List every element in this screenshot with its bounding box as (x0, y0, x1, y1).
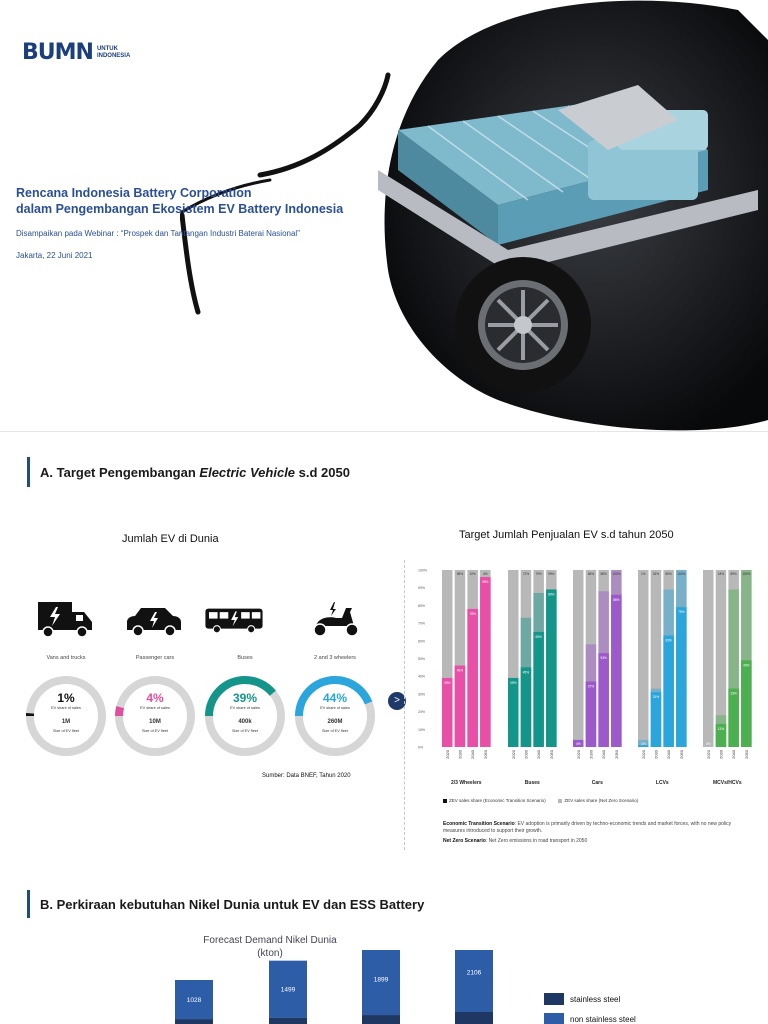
x-year-label: 2030 (653, 750, 659, 759)
ev-world-title: Jumlah EV di Dunia (122, 533, 219, 545)
next-arrow-icon: > (388, 692, 406, 710)
bar-value-label: 31% (652, 695, 660, 700)
legend-nzs-swatch (558, 799, 562, 803)
ev-fleet-caption: Size of EV fleet (53, 729, 79, 733)
bar-background (638, 570, 649, 747)
bar-value-label: 1% (640, 742, 646, 746)
bar-nonstainless-label: 1028 (186, 997, 202, 1005)
hero-title-line-2: dalam Pengembangan Ekosistem EV Battery Indonesia (16, 202, 344, 216)
bar-value-label: 33% (730, 691, 737, 696)
y-tick-label: 40% (418, 674, 426, 679)
logo-sub-text: UNTUK INDONESIA (96, 45, 131, 59)
ev-fleet-value: 260M (327, 719, 343, 725)
legend-ets-swatch (443, 799, 447, 803)
bar-top-label: 4% (483, 572, 488, 576)
y-tick-label: 20% (418, 710, 426, 715)
x-year-label: 2040 (731, 750, 737, 759)
bar-ets (728, 689, 739, 747)
y-tick-label: 90% (418, 586, 426, 591)
y-tick-label: 70% (418, 621, 426, 626)
bar-ets (741, 660, 752, 747)
hero-title-line-1: Rencana Indonesia Battery Corporation (16, 186, 252, 200)
legend-ets-text: ZEV sales share (Economic Transition Scenario) (449, 798, 546, 803)
x-year-label: 2040 (666, 750, 672, 759)
hero-slide (0, 0, 768, 432)
bar-background (573, 570, 584, 747)
ev-share-donut (294, 675, 376, 757)
section-a-title-prefix: A. Target Pengembangan (40, 464, 200, 480)
y-tick-label: 60% (418, 639, 426, 644)
section-b-title: B. Perkiraan kebutuhan Nikel Dunia untuk EV dan ESS Battery (40, 896, 425, 912)
y-tick-label: 0% (418, 745, 424, 750)
x-year-label: 2020 (444, 750, 450, 759)
bar-value-label: 49% (743, 663, 750, 668)
bar-value-label: 78% (469, 611, 476, 616)
group-label: 2/3 Wheelers (451, 780, 482, 786)
legend-nzs-text: ZEV sales share (Net Zero Scenario) (564, 798, 639, 803)
bar-ets (533, 632, 544, 747)
ets-label: Economic Transition Scenario (443, 821, 515, 827)
bar-value-label: 53% (600, 656, 607, 661)
x-year-label: 2050 (548, 750, 554, 759)
bar-top-label: 58% (587, 572, 595, 576)
bar-top-label: 1% (640, 572, 646, 576)
nikel-title-text: Forecast Demand Nikel Dunia (203, 935, 337, 946)
ets-text: : EV adoption is primarily driven by techno-economic trends and market forces, with no new policy measures introduced to support their growth. (443, 821, 732, 834)
x-year-label: 2020 (640, 750, 646, 759)
bar-nonstainless-label: 1499 (280, 986, 296, 994)
y-tick-label: 80% (418, 603, 426, 608)
nzs-label: Net Zero Scenario (443, 838, 486, 844)
ev-segment-label: Vans and trucks (46, 655, 86, 661)
bar-top-label: 89% (730, 572, 737, 576)
group-label: Cars (591, 780, 603, 786)
scooter-icon (306, 600, 366, 640)
scenario-nzs-note (443, 838, 753, 845)
bar-stainless (175, 1019, 213, 1024)
x-year-label: 2020 (575, 750, 581, 759)
x-year-label: 2050 (743, 750, 749, 759)
ev-fleet-value: 400k (238, 719, 252, 725)
bar-top-label: 72% (522, 572, 530, 576)
bar-ets (651, 692, 662, 747)
x-year-label: 2050 (678, 750, 684, 759)
bar-stainless (455, 1012, 493, 1024)
legend-nonstainless-swatch (544, 1013, 564, 1024)
bar-ets (455, 666, 466, 747)
bar-top-label: 33% (652, 572, 660, 576)
bar-value-label: 39% (510, 680, 517, 685)
hero-title (16, 185, 343, 217)
section-a-title-em: Electric Vehicle (199, 464, 296, 480)
bar-value-label: 0% (705, 742, 711, 746)
bar-nonstainless (455, 950, 493, 1012)
section-a-bar (27, 457, 30, 487)
x-year-label: 2050 (482, 750, 488, 759)
bar-ets (663, 635, 674, 747)
nikel-legend-nonstainless (544, 1013, 636, 1024)
bar-background (703, 570, 714, 747)
bar-ets (508, 678, 519, 747)
bar-stainless (269, 1018, 307, 1024)
y-tick-label: 10% (418, 727, 426, 732)
ev-segment-label: 2 and 3 wheelers (314, 655, 356, 661)
scenario-ets-note (443, 821, 753, 835)
x-year-label: 2030 (588, 750, 594, 759)
x-year-label: 2030 (718, 750, 724, 759)
bar-value-label: 65% (535, 634, 542, 639)
ev-share-percent: 1% (57, 691, 75, 705)
ev-sales-title: Target Jumlah Penjualan EV s.d tahun 2050 (459, 529, 674, 541)
bar-value-label: 45% (522, 670, 530, 675)
bar-ets (442, 678, 453, 747)
bar-top-label: 58% (456, 572, 464, 576)
section-b-bar (27, 890, 30, 918)
x-year-label: 2040 (536, 750, 542, 759)
bar-value-label: 13% (717, 726, 725, 731)
ev-fleet-caption: Size of EV fleet (142, 729, 168, 733)
ev-share-caption: EV share of sales (320, 706, 350, 710)
bar-ets (598, 653, 609, 747)
bar-value-label: 39% (444, 680, 451, 685)
hero-date: Jakarta, 22 Juni 2021 (16, 251, 93, 260)
ev-share-donut (114, 675, 196, 757)
ev-segment-label: Passenger cars (135, 655, 175, 661)
ev-share-caption: EV share of sales (140, 706, 170, 710)
x-year-label: 2040 (470, 750, 476, 759)
nikel-demand-chart (0, 950, 540, 1024)
bar-top-label: 99% (548, 572, 555, 576)
bar-value-label: 79% (678, 610, 685, 615)
bar-value-label: 96% (482, 580, 489, 585)
ev-share-caption: EV share of sales (230, 706, 260, 710)
sales-legend (443, 798, 638, 803)
car-icon (123, 600, 183, 640)
panel-divider (404, 560, 405, 850)
ev-share-caption: EV share of sales (51, 706, 81, 710)
logo-main-text: BUMN (22, 40, 93, 65)
legend-stainless-text: stainless steel (570, 994, 621, 1004)
bar-ets (521, 667, 532, 747)
bus-icon (204, 600, 264, 640)
bar-nonstainless-label: 1899 (373, 976, 389, 984)
section-b-heading (27, 890, 424, 918)
ev-fleet-caption: Size of EV fleet (322, 729, 348, 733)
legend-nonstainless-text: non stainless steel (570, 1014, 636, 1024)
ev-share-percent: 4% (146, 691, 164, 705)
bar-top-label: 100% (742, 572, 751, 576)
x-year-label: 2030 (457, 750, 463, 759)
x-year-label: 2020 (705, 750, 711, 759)
bar-top-label: 100% (677, 572, 686, 576)
bar-value-label: 86% (613, 597, 620, 602)
ev-fleet-value: 10M (149, 719, 161, 725)
bar-top-label: 79% (535, 572, 542, 576)
bar-ets (611, 595, 622, 747)
bar-top-label: 18% (717, 572, 725, 576)
bar-nonstainless-label: 2106 (466, 969, 482, 977)
bar-top-label: 89% (665, 572, 672, 576)
ev-sales-share-chart (418, 560, 758, 792)
bumn-logo (22, 40, 147, 65)
ev-share-percent: 44% (322, 691, 348, 705)
bar-value-label: 89% (548, 592, 555, 597)
bar-ets (467, 609, 478, 747)
bar-ets (546, 589, 557, 747)
x-year-label: 2050 (613, 750, 619, 759)
nzs-text: : Net Zero emissions in road transport in 2050 (485, 838, 588, 844)
bar-top-label: 100% (612, 572, 621, 576)
ev-segment-label: Buses (237, 655, 253, 661)
nikel-legend-stainless (544, 993, 620, 1005)
section-a-title (40, 465, 350, 480)
ev-fleet-value: 1M (61, 719, 71, 725)
nikel-unit-text: (kton) (257, 948, 283, 959)
group-label: LCVs (655, 780, 669, 786)
x-year-label: 2030 (523, 750, 529, 759)
group-label: Buses (524, 780, 540, 786)
group-label: MCVs/HCVs (712, 780, 742, 786)
bar-stainless (362, 1015, 400, 1024)
legend-stainless-swatch (544, 993, 564, 1005)
y-tick-label: 100% (418, 568, 427, 573)
bar-value-label: 37% (587, 684, 595, 689)
x-year-label: 2040 (601, 750, 607, 759)
bar-top-label: 88% (600, 572, 607, 576)
y-tick-label: 50% (418, 657, 426, 661)
ev-share-donut (25, 675, 107, 757)
ev-fleet-caption: Size of EV fleet (232, 729, 258, 733)
ev-source-note: Sumber: Data BNEF, Tahun 2020 (262, 773, 351, 779)
ev-share-donut (204, 675, 286, 757)
ev-share-percent: 39% (232, 691, 258, 705)
bar-top-label: 10% (469, 572, 476, 576)
bar-value-label: 46% (456, 668, 464, 673)
truck-icon (36, 600, 96, 640)
bar-ets (676, 607, 687, 747)
section-a-title-suffix: s.d 2050 (295, 464, 350, 480)
hero-subtitle: Disampaikan pada Webinar : “Prospek dan Tantangan Industri Baterai Nasional” (16, 229, 300, 238)
y-tick-label: 30% (418, 692, 426, 697)
bar-ets (480, 577, 491, 747)
section-a-heading (27, 457, 350, 487)
bar-value-label: 63% (665, 638, 672, 643)
bar-value-label: 4% (575, 742, 581, 746)
ev-chassis-photo (378, 0, 768, 432)
bar-ets (586, 682, 597, 747)
x-year-label: 2020 (510, 750, 516, 759)
